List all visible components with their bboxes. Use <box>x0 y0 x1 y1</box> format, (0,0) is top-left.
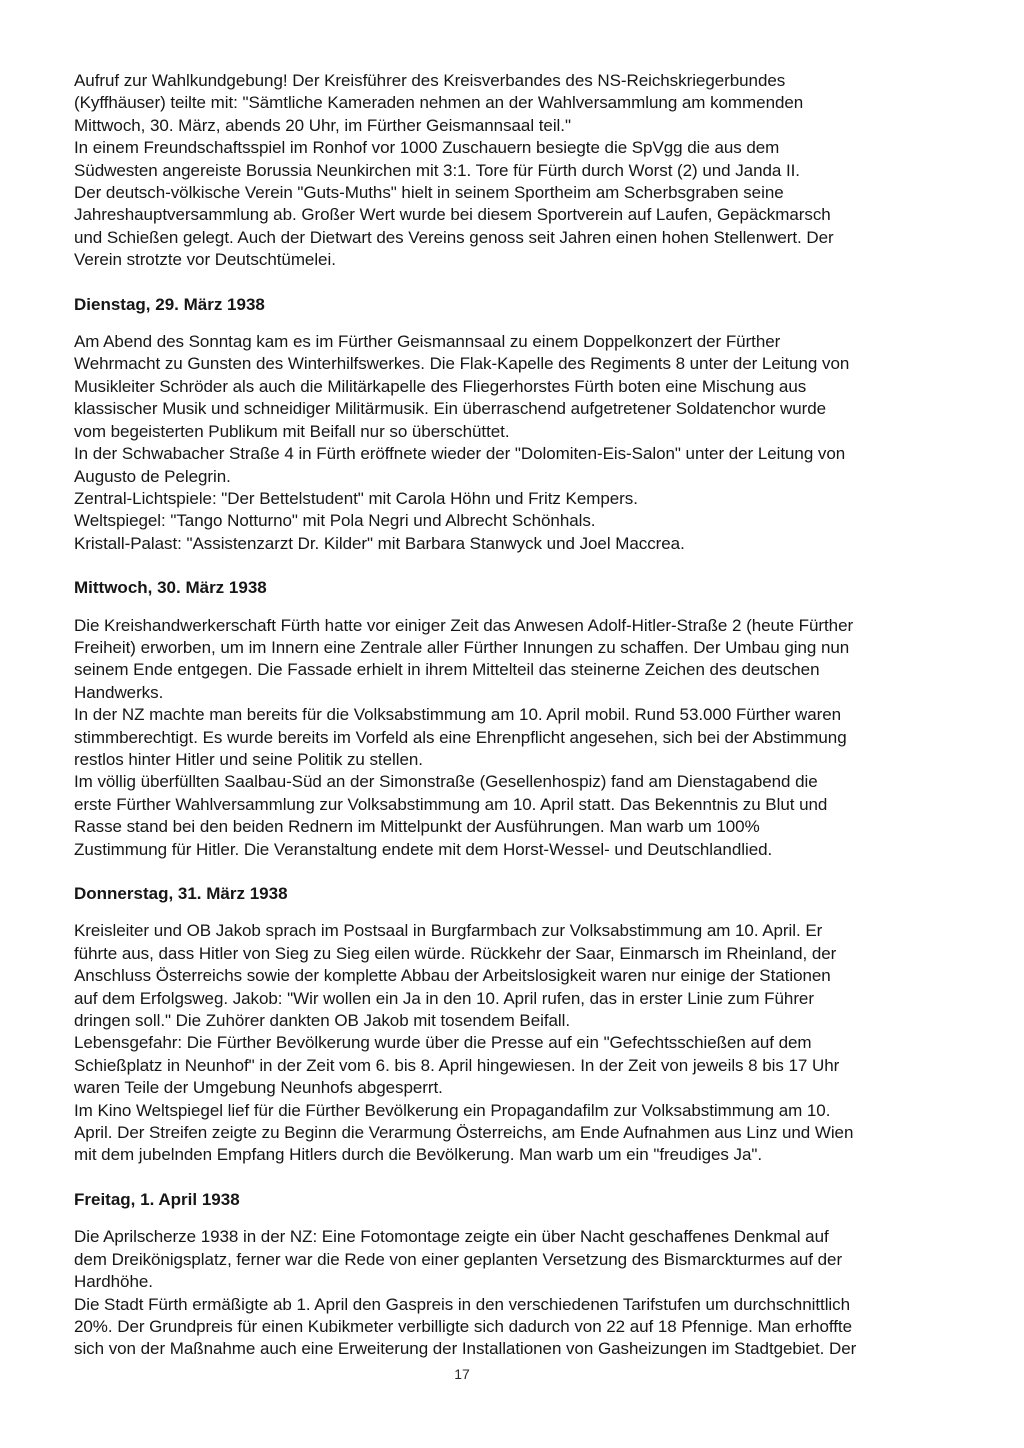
text-line: Lebensgefahr: Die Fürther Bevölkerung wurde über die Presse auf ein "Gefechtsschießen auf dem <box>74 1033 812 1053</box>
text-line: Wehrmacht zu Gunsten des Winterhilfswerkes. Die Flak-Kapelle des Regiments 8 unter der Leitung von <box>74 354 850 374</box>
text-line: Zentral-Lichtspiele: "Der Bettelstudent" mit Carola Höhn und Fritz Kempers. <box>74 488 638 508</box>
text-line: und Schießen gelegt. Auch der Dietwart des Vereins genoss seit Jahren einen hohen Stellenwert. Der <box>74 227 834 247</box>
section-heading: Donnerstag, 31. März 1938 <box>74 884 288 903</box>
text-block <box>74 331 984 555</box>
section-heading: Dienstag, 29. März 1938 <box>74 294 265 314</box>
text-line: dringen soll." Die Zuhörer dankten OB Jakob mit tosendem Beifall. <box>74 1011 571 1031</box>
text-line: In der Schwabacher Straße 4 in Fürth eröffnete wieder der "Dolomiten-Eis-Salon" unter der Leitung von <box>74 444 846 464</box>
text-line: Die Kreishandwerkerschaft Fürth hatte vor einiger Zeit das Anwesen Adolf-Hitler-Straße 2 (heute Fürther <box>74 615 854 635</box>
text-line: Kreisleiter und OB Jakob sprach im Postsaal in Burgfarmbach zur Volksabstimmung am 10. April. Er <box>74 921 823 941</box>
text-line: stimmberechtigt. Es wurde bereits im Vorfeld als eine Ehrenpflicht angesehen, sich bei der Abstimmung <box>74 727 847 747</box>
section-heading: Mittwoch, 30. März 1938 <box>74 578 267 598</box>
text-block <box>74 615 984 861</box>
text-line: Im Kino Weltspiegel lief für die Fürther Bevölkerung ein Propagandafilm zur Volksabstimmung am 10. <box>74 1100 831 1120</box>
text-line: Anschluss Österreichs sowie der komplette Abbau der Arbeitslosigkeit waren nur einige der Stationen <box>74 966 831 986</box>
text-line: Handwerks. <box>74 682 164 702</box>
text-line: dem Dreikönigsplatz, ferner war die Rede von einer geplanten Versetzung des Bismarckturmes auf der <box>74 1249 843 1269</box>
text-line: In einem Freundschaftsspiel im Ronhof vor 1000 Zuschauern besiegte die SpVgg die aus dem <box>74 138 780 158</box>
section-heading: Freitag, 1. April 1938 <box>74 1189 240 1209</box>
text-block <box>74 1226 984 1360</box>
text-line: Zustimmung für Hitler. Die Veranstaltung endete mit dem Horst-Wessel- und Deutschlandlied. <box>74 839 773 859</box>
text-line: sich von der Maßnahme auch eine Erweiterung der Installationen von Gasheizungen im Stadtgebiet. Der <box>74 1339 857 1359</box>
document-body <box>74 70 984 1361</box>
text-line: Musikleiter Schröder als auch die Militärkapelle des Fliegerhorstes Fürth boten eine Mischung aus <box>74 376 807 396</box>
text-block <box>74 920 984 1166</box>
text-line: Die Stadt Fürth ermäßigte ab 1. April den Gaspreis in den verschiedenen Tarifstufen um durchschnittlich <box>74 1294 850 1314</box>
text-line: Die Aprilscherze 1938 in der NZ: Eine Fotomontage zeigte ein über Nacht geschaffenes Denkmal auf <box>74 1227 829 1247</box>
text-line: führte aus, dass Hitler von Sieg zu Sieg eilen würde. Rückkehr der Saar, Einmarsch im Rheinland, der <box>74 943 837 963</box>
text-line: vom begeisterten Publikum mit Beifall nur so überschüttet. <box>74 421 510 441</box>
text-line: Hardhöhe. <box>74 1272 153 1292</box>
text-line: Der deutsch-völkische Verein "Guts-Muths" hielt in seinem Sportheim am Scherbsgraben seine <box>74 183 784 203</box>
text-line: Jahreshauptversammlung ab. Großer Wert wurde bei diesem Sportverein auf Laufen, Gepäckmarsch <box>74 205 831 225</box>
text-line: Im völlig überfüllten Saalbau-Süd an der Simonstraße (Gesellenhospiz) fand am Dienstagabend die <box>74 772 818 792</box>
text-block <box>74 70 984 272</box>
text-line: Am Abend des Sonntag kam es im Fürther Geismannsaal zu einem Doppelkonzert der Fürther <box>74 332 781 352</box>
text-line: Weltspiegel: "Tango Notturno" mit Pola Negri und Albrecht Schönhals. <box>74 511 596 531</box>
text-line: Rasse stand bei den beiden Rednern im Mittelpunkt der Ausführungen. Man warb um 100% <box>74 817 760 837</box>
text-line: 20%. Der Grundpreis für einen Kubikmeter verbilligte sich dadurch von 22 auf 18 Pfennige. Man erhoffte <box>74 1316 852 1336</box>
text-line: (Kyffhäuser) teilte mit: "Sämtliche Kameraden nehmen an der Wahlversammlung am kommenden <box>74 93 804 113</box>
text-line: restlos hinter Hitler und seine Politik zu stellen. <box>74 749 423 769</box>
text-line: Mittwoch, 30. März, abends 20 Uhr, im Fürther Geismannsaal teil." <box>74 115 571 135</box>
text-line: waren Teile der Umgebung Neunhofs abgesperrt. <box>74 1078 443 1098</box>
text-line: Freiheit) erworben, um im Innern eine Zentrale aller Fürther Innungen zu schaffen. Der Umbau ging nun <box>74 637 850 657</box>
text-line: seinem Ende entgegen. Die Fassade erhielt in ihrem Mittelteil das steinerne Zeichen des deutschen <box>74 660 820 680</box>
text-line: In der NZ machte man bereits für die Volksabstimmung am 10. April mobil. Rund 53.000 Fürther waren <box>74 705 842 725</box>
text-line: auf dem Erfolgsweg. Jakob: "Wir wollen ein Ja in den 10. April rufen, das in erster Linie zum Führer <box>74 988 814 1008</box>
text-line: Augusto de Pelegrin. <box>74 466 231 486</box>
text-line: April. Der Streifen zeigte zu Beginn die Verarmung Österreichs, am Ende Aufnahmen aus Linz und Wien <box>74 1123 854 1143</box>
text-line: Schießplatz in Neunhof" in der Zeit vom 6. bis 8. April hingewiesen. In der Zeit von jeweils 8 bis 17 Uhr <box>74 1055 840 1075</box>
page-number: 17 <box>454 1366 470 1382</box>
text-line: erste Fürther Wahlversammlung zur Volksabstimmung am 10. April statt. Das Bekenntnis zu Blut und <box>74 794 828 814</box>
text-line: Verein strotzte vor Deutschtümelei. <box>74 250 336 270</box>
text-line: mit dem jubelnden Empfang Hitlers durch die Bevölkerung. Man warb um ein "freudiges Ja". <box>74 1145 763 1165</box>
text-line: Südwesten angereiste Borussia Neunkirchen mit 3:1. Tore für Fürth durch Worst (2) und Janda II. <box>74 160 800 180</box>
text-line: Aufruf zur Wahlkundgebung! Der Kreisführer des Kreisverbandes des NS-Reichskriegerbundes <box>74 71 786 90</box>
text-line: klassischer Musik und schneidiger Militärmusik. Ein überraschend aufgetretener Soldatenchor wurde <box>74 399 827 419</box>
text-line: Kristall-Palast: "Assistenzarzt Dr. Kilder" mit Barbara Stanwyck und Joel Maccrea. <box>74 533 685 553</box>
